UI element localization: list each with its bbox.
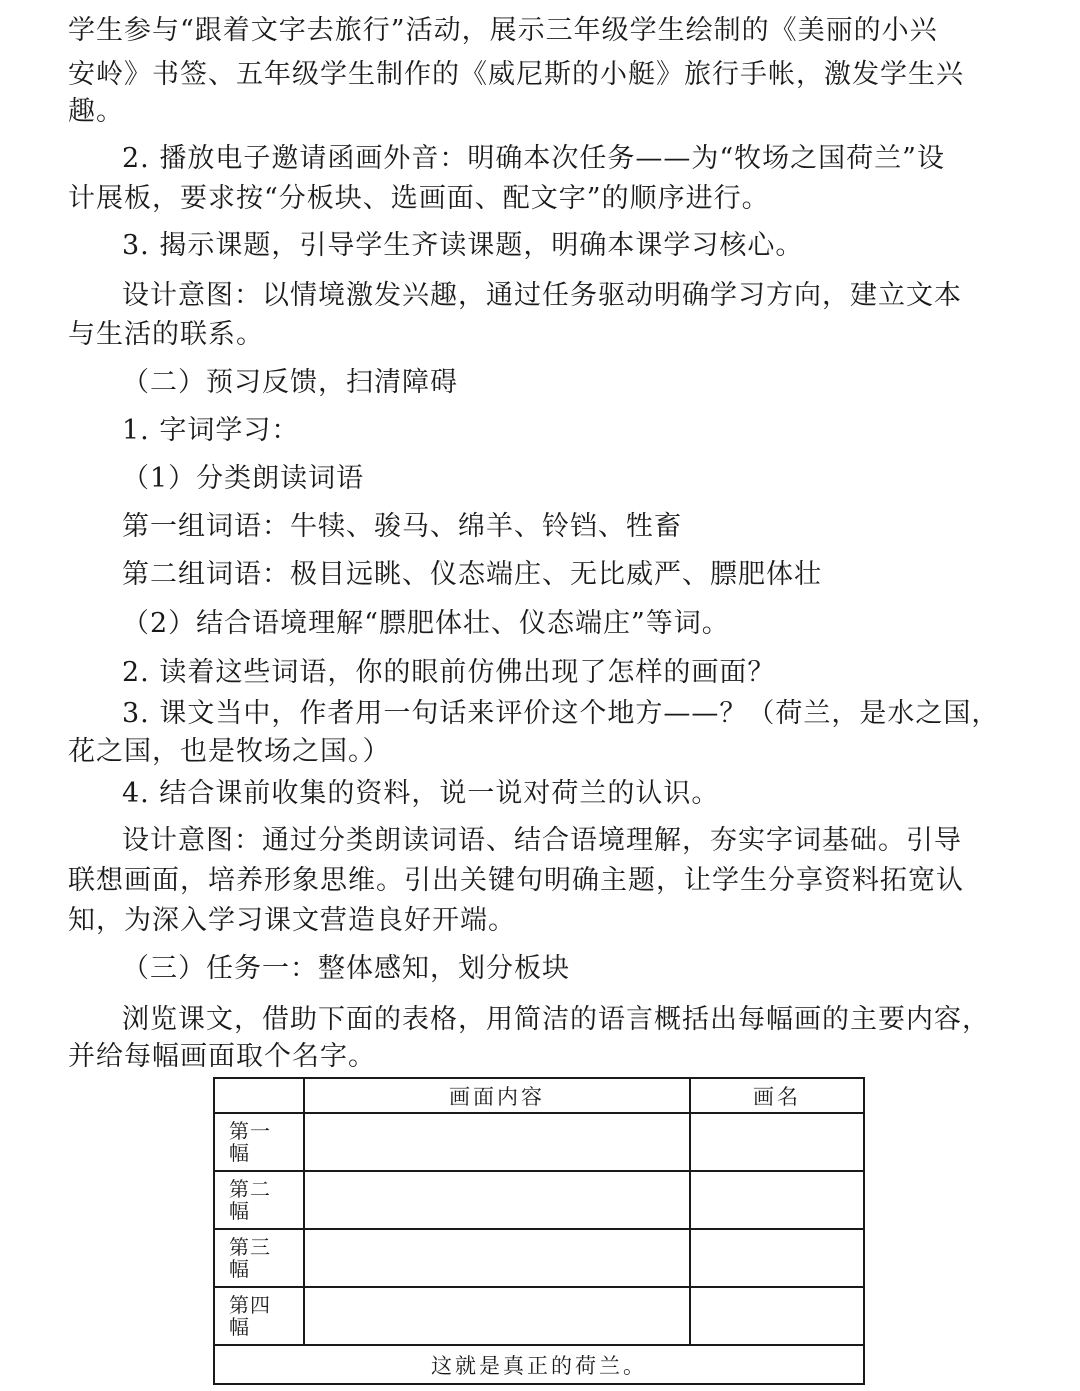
text-line: 3. 课文当中，作者用一句话来评价这个地方——？（荷兰，是水之国， (122, 698, 1000, 729)
text-line: 2. 读着这些词语，你的眼前仿佛出现了怎样的画面？ (122, 657, 776, 688)
text-line: 趣。 (68, 96, 124, 127)
table-header-corner (214, 1078, 304, 1113)
text-line: 联想画面，培养形象思维。引出关键句明确主题，让学生分享资料拓宽认 (68, 865, 964, 896)
text-line: 1. 字词学习： (122, 415, 300, 446)
text-line: （1）分类朗读词语 (122, 463, 365, 494)
text-line: （2）结合语境理解“膘肥体壮、仪态端庄”等词。 (122, 608, 730, 639)
table-footer-row (214, 1345, 864, 1384)
text-line: 与生活的联系。 (68, 319, 264, 350)
text-line: 花之国，也是牧场之国。） (68, 736, 391, 767)
row-label: 第一幅 (229, 1119, 271, 1165)
name-cell[interactable] (690, 1287, 864, 1345)
content-cell[interactable] (304, 1229, 690, 1287)
row-label-cell (214, 1113, 304, 1171)
content-cell[interactable] (304, 1113, 690, 1171)
content-cell[interactable] (304, 1287, 690, 1345)
text-line: 知，为深入学习课文营造良好开端。 (68, 905, 516, 936)
picture-summary-table (213, 1077, 865, 1385)
text-line: 2. 播放电子邀请函画外音：明确本次任务——为“牧场之国荷兰”设 (122, 143, 945, 174)
design-intent-line: 设计意图：以情境激发兴趣，通过任务驱动明确学习方向，建立文本 (122, 280, 962, 311)
text-line: 计展板，要求按“分板块、选画面、配文字”的顺序进行。 (68, 183, 770, 214)
table-row (214, 1171, 864, 1229)
row-label: 第四幅 (229, 1293, 271, 1339)
text-line: 3. 揭示课题，引导学生齐读课题，明确本课学习核心。 (122, 230, 804, 261)
section-heading: （三）任务一：整体感知，划分板块 (122, 953, 570, 984)
text-line: 学生参与“跟着文字去旅行”活动，展示三年级学生绘制的《美丽的小兴 (68, 15, 938, 46)
text-line: 浏览课文，借助下面的表格，用简洁的语言概括出每幅画的主要内容， (122, 1004, 990, 1035)
table-row (214, 1229, 864, 1287)
name-cell[interactable] (690, 1171, 864, 1229)
text-line: 并给每幅画面取个名字。 (68, 1041, 376, 1072)
text-line: 安岭》书签、五年级学生制作的《威尼斯的小艇》旅行手帐，激发学生兴 (68, 59, 964, 90)
table-header-content: 画面内容 (304, 1078, 690, 1113)
table-header-name: 画名 (690, 1078, 864, 1113)
table-header-row (214, 1078, 864, 1113)
row-label: 第三幅 (229, 1235, 271, 1281)
content-cell[interactable] (304, 1171, 690, 1229)
section-heading: （二）预习反馈，扫清障碍 (122, 367, 458, 398)
design-intent-line: 设计意图：通过分类朗读词语、结合语境理解，夯实字词基础。引导 (122, 825, 962, 856)
text-line: 4. 结合课前收集的资料，说一说对荷兰的认识。 (122, 778, 720, 809)
row-label-cell (214, 1229, 304, 1287)
table-row (214, 1287, 864, 1345)
row-label-cell (214, 1171, 304, 1229)
word-group-one: 第一组词语：牛犊、骏马、绵羊、铃铛、牲畜 (122, 511, 682, 542)
name-cell[interactable] (690, 1229, 864, 1287)
row-label-cell (214, 1287, 304, 1345)
table-footer: 这就是真正的荷兰。 (214, 1345, 864, 1384)
table-row (214, 1113, 864, 1171)
word-group-two: 第二组词语：极目远眺、仪态端庄、无比威严、膘肥体壮 (122, 559, 822, 590)
name-cell[interactable] (690, 1113, 864, 1171)
row-label: 第二幅 (229, 1177, 271, 1223)
